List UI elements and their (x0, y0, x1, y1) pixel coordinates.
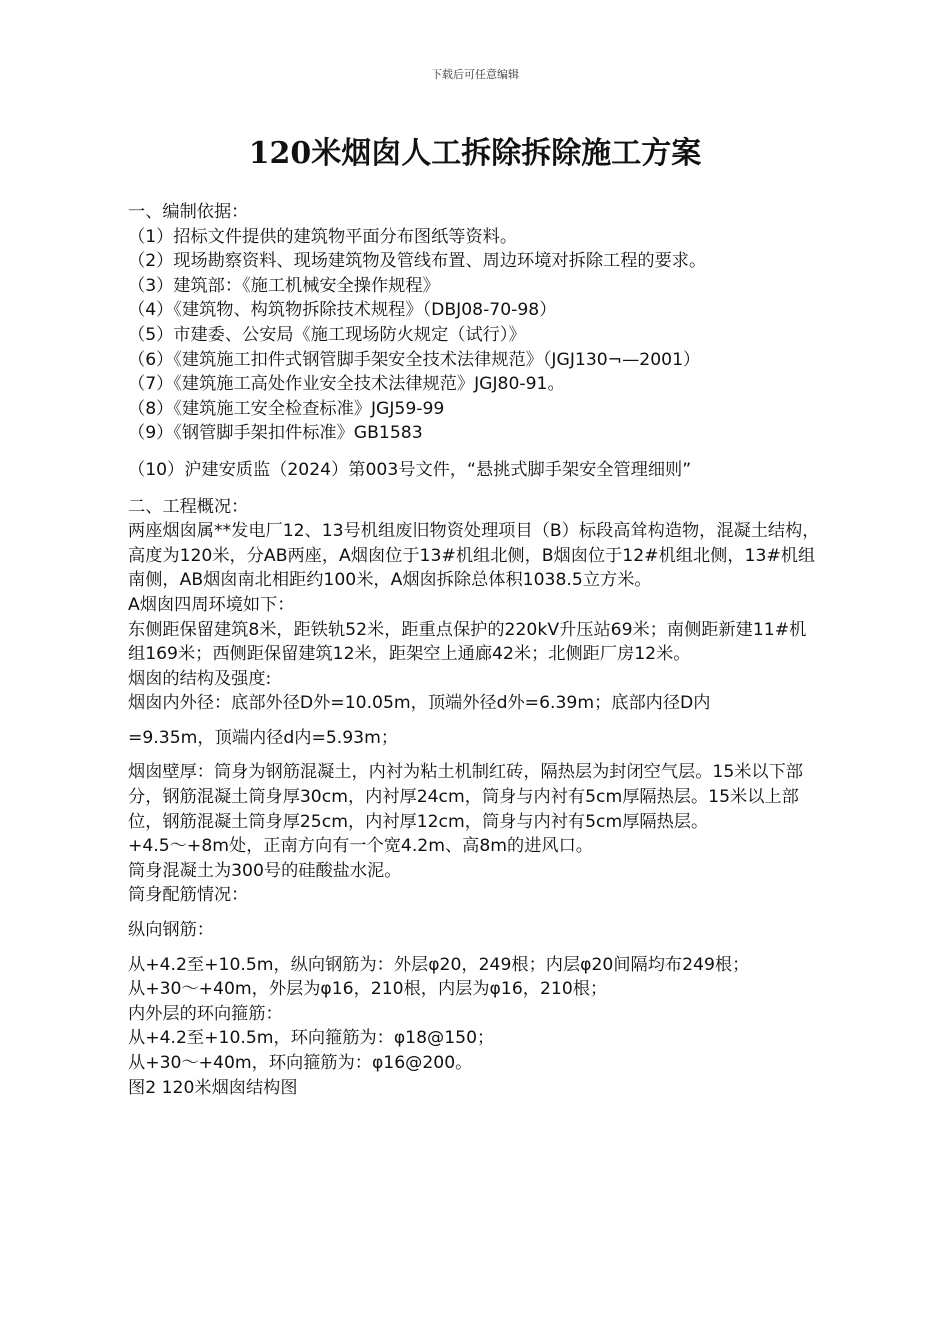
basis-item: （2）现场勘察资料、现场建筑物及管线布置、周边环境对拆除工程的要求。 (128, 251, 707, 272)
inlet-line: +4.5～+8m处，正南方向有一个宽4.2m、高8m的进风口。 (128, 836, 593, 857)
basis-item: （7）《建筑施工高处作业安全技术法律规范》JGJ80-91。 (128, 374, 565, 395)
longitudinal-rebar-line: 从+30～+40m，外层为φ16，210根，内层为φ16，210根； (128, 979, 608, 1000)
section-heading-overview: 二、工程概况： (128, 496, 249, 517)
page-title: 120米烟囱人工拆除拆除施工方案 (248, 136, 702, 171)
environment-heading: A烟囱四周环境如下： (128, 594, 295, 615)
figure-caption: 图2 120米烟囱结构图 (128, 1077, 298, 1098)
diameter-line: 烟囱内外径：底部外径D外=10.05m，顶端外径d外=6.39m；底部内径D内 (128, 693, 711, 714)
longitudinal-rebar-line: 从+4.2至+10.5m，纵向钢筋为：外层φ20，249根；内层φ20间隔均布249根； (128, 954, 750, 975)
hoop-rebar-heading: 内外层的环向箍筋： (128, 1003, 283, 1024)
environment-paragraph: 东侧距保留建筑8米，距铁轨52米，距重点保护的220kV升压站69米；南侧距新建11#机组169米；西侧距保留建筑12米，距架空上通廊42米；北侧距厂房12米。 (128, 619, 807, 665)
basis-item: （5）市建委、公安局《施工现场防火规定（试行）》 (128, 324, 526, 345)
basis-item: （4）《建筑物、构筑物拆除技术规程》（DBJ08-70-98） (128, 300, 557, 321)
basis-item: （10）沪建安质监（2024）第003号文件，“悬挑式脚手架安全管理细则” (128, 459, 692, 480)
structure-heading: 烟囱的结构及强度: (128, 668, 272, 689)
overview-paragraph: 两座烟囱属**发电厂12、13号机组废旧物资处理项目（B）标段高耸构造物，混凝土结构，高度为120米，分AB两座，A烟囱位于13#机组北侧，B烟囱位于12#机组北侧，13#机组南侧，AB烟囱南北相距约100米，A烟囱拆除总体积1038.5立方米。 (128, 521, 820, 591)
basis-item: （6）《建筑施工扣件式钢管脚手架安全技术法律规范》（JGJ130¬—2001） (128, 349, 701, 370)
wall-thickness-paragraph: 烟囱壁厚：筒身为钢筋混凝土，内衬为粘土机制红砖，隔热层为封闭空气层。15米以下部分，钢筋混凝土筒身厚30cm，内衬厚24cm，筒身与内衬有5cm厚隔热层。15米以上部位，钢筋混凝土筒身厚25cm，内衬厚12cm，筒身与内衬有5cm厚隔热层。 (128, 762, 803, 832)
rebar-heading: 筒身配筋情况： (128, 885, 249, 906)
basis-item: （1）招标文件提供的建筑物平面分布图纸等资料。 (128, 226, 518, 247)
document-body (128, 200, 822, 1100)
diameter-line: =9.35m，顶端内径d内=5.93m； (128, 727, 399, 748)
hoop-rebar-line: 从+4.2至+10.5m，环向箍筋为：φ18@150； (128, 1028, 495, 1049)
hoop-rebar-line: 从+30～+40m，环向箍筋为：φ16@200。 (128, 1053, 473, 1073)
longitudinal-rebar-heading: 纵向钢筋： (128, 920, 214, 941)
basis-item: （3）建筑部：《施工机械安全操作规程》 (128, 275, 440, 296)
section-heading-basis: 一、编制依据： (128, 202, 249, 222)
page-header-note: 下载后可任意编辑 (431, 68, 519, 81)
basis-item: （8）《建筑施工安全检查标准》JGJ59-99 (128, 398, 445, 419)
concrete-line: 筒身混凝土为300号的硅酸盐水泥。 (128, 860, 402, 881)
basis-item: （9）《钢管脚手架扣件标准》GB1583 (128, 423, 423, 444)
